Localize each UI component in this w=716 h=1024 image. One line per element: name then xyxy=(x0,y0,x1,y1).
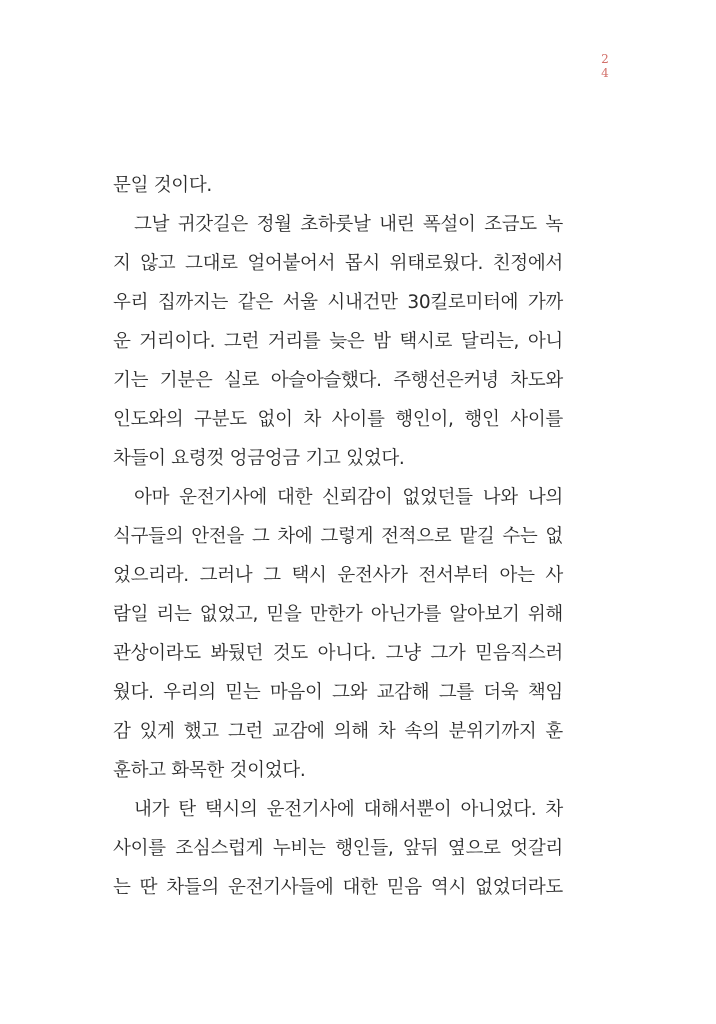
text-line: 는 딴 차들의 운전기사들에 대한 믿음 역시 없었더라도 xyxy=(113,877,563,898)
text-line: 기는 기분은 실로 아슬아슬했다. 주행선은커녕 차도와 xyxy=(113,370,563,391)
text-line: 감 있게 했고 그런 교감에 의해 차 속의 분위기까지 훈 xyxy=(113,721,563,742)
text-line: 차들이 요령껏 엉금엉금 기고 있었다. xyxy=(113,448,405,469)
text-line: 문일 것이다. xyxy=(113,175,213,196)
text-line: 인도와의 구분도 없이 차 사이를 행인이, 행인 사이를 xyxy=(113,409,563,430)
page-number-digit: 4 xyxy=(601,66,609,80)
text-line: 사이를 조심스럽게 누비는 행인들, 앞뒤 옆으로 엇갈리 xyxy=(113,838,563,859)
text-line: 었으리라. 그러나 그 택시 운전사가 전서부터 아는 사 xyxy=(113,565,563,586)
text-line: 아마 운전기사에 대한 신뢰감이 없었던들 나와 나의 xyxy=(134,487,563,508)
text-line: 훈하고 화목한 것이었다. xyxy=(113,760,306,781)
text-line: 관상이라도 봐뒀던 것도 아니다. 그냥 그가 믿음직스러 xyxy=(113,643,563,664)
text-line: 우리 집까지는 같은 서울 시내건만 30킬로미터에 가까 xyxy=(113,292,563,313)
page-number xyxy=(598,52,612,80)
text-line: 그날 귀갓길은 정월 초하룻날 내린 폭설이 조금도 녹 xyxy=(134,214,563,235)
text-line: 운 거리이다. 그런 거리를 늦은 밤 택시로 달리는, 아니 xyxy=(113,331,563,352)
text-line: 웠다. 우리의 믿는 마음이 그와 교감해 그를 더욱 책임 xyxy=(113,682,563,703)
text-line: 람일 리는 없었고, 믿을 만한가 아닌가를 알아보기 위해 xyxy=(113,604,563,625)
text-line: 지 않고 그대로 얼어붙어서 몹시 위태로웠다. 친정에서 xyxy=(113,253,563,274)
page-number-digit: 2 xyxy=(601,52,609,66)
body-text xyxy=(113,166,563,907)
text-line: 식구들의 안전을 그 차에 그렇게 전적으로 맡길 수는 없 xyxy=(113,526,563,547)
text-line: 내가 탄 택시의 운전기사에 대해서뿐이 아니었다. 차 xyxy=(134,799,563,820)
